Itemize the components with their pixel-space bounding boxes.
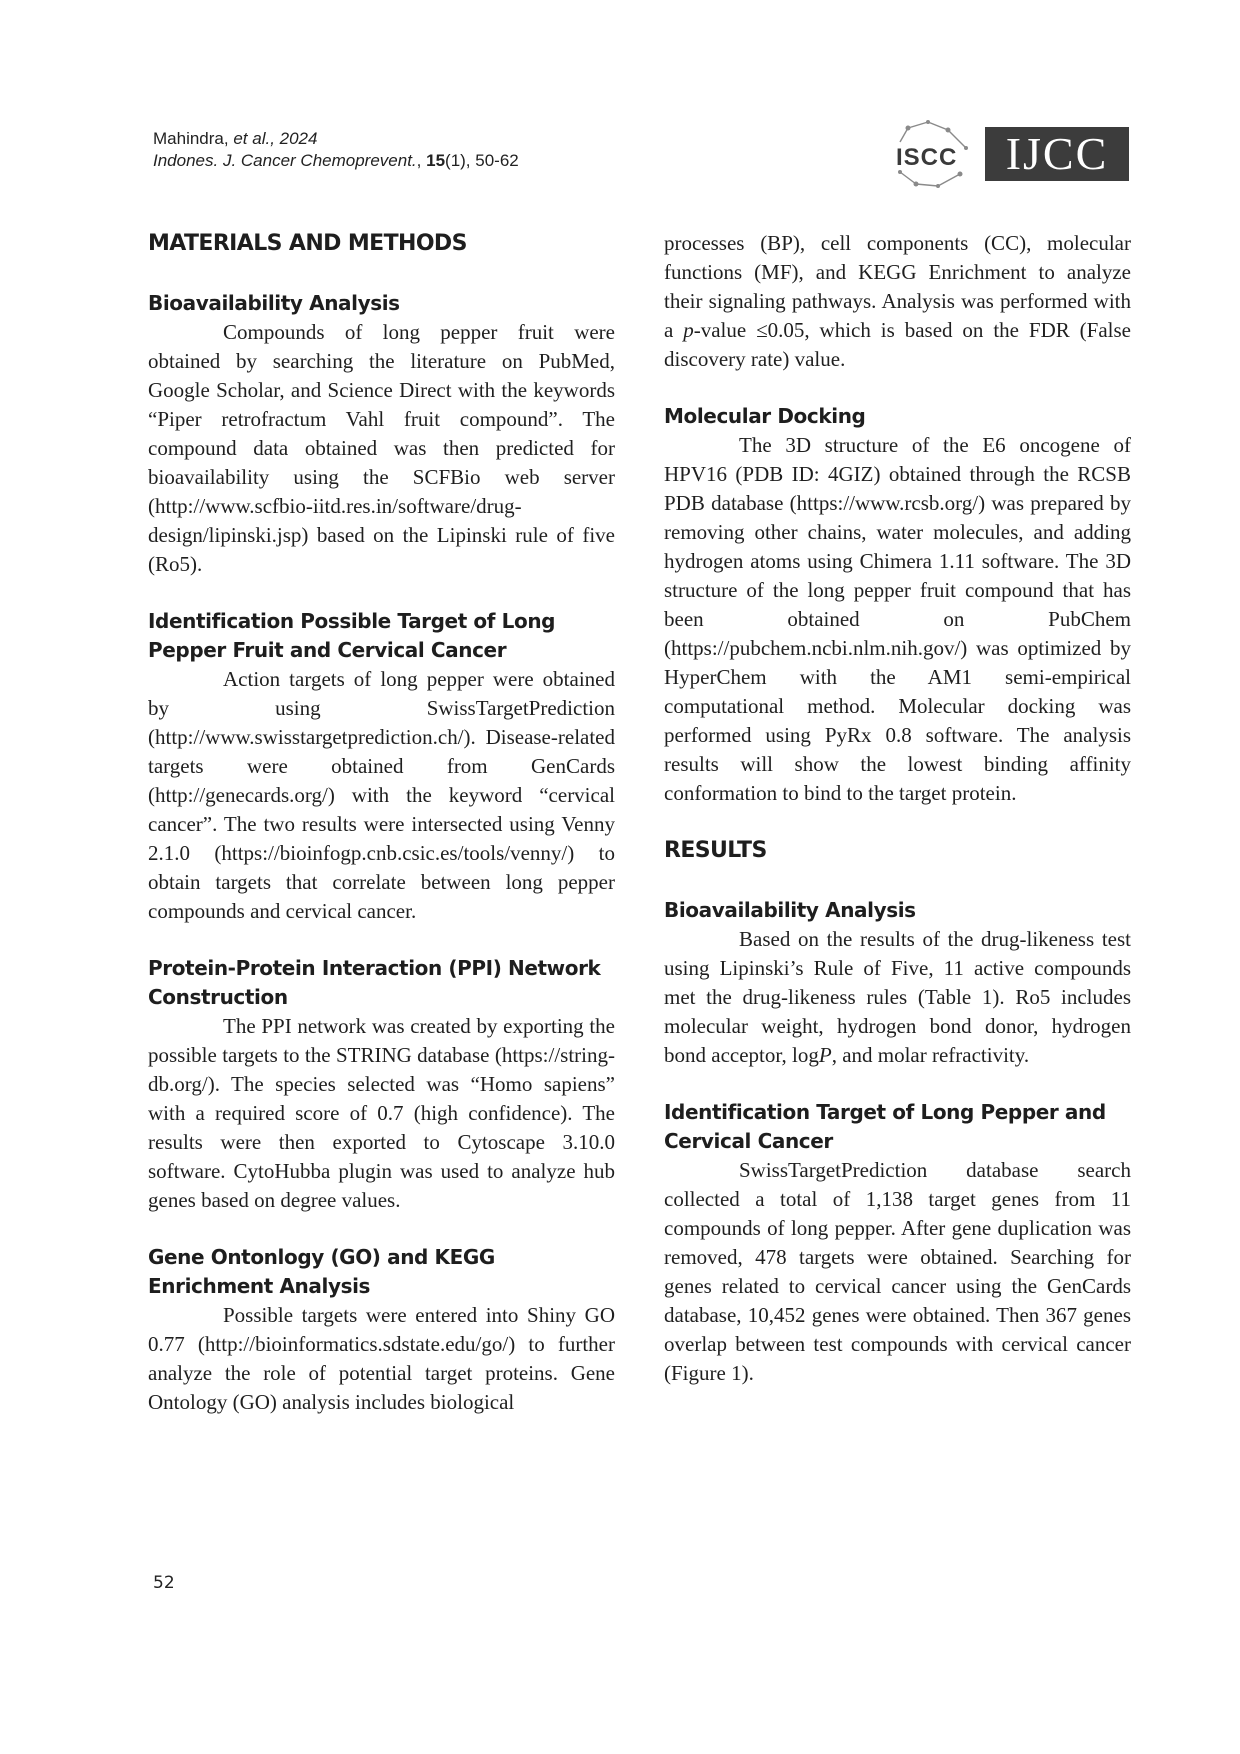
running-header: [153, 128, 519, 172]
subheading-ppi-network: Protein-Protein Interaction (PPI) Network Construction: [148, 956, 601, 1009]
authors: Mahindra,: [153, 129, 229, 148]
citation-line: [153, 128, 519, 150]
subheading-go-kegg: Gene Ontonlogy (GO) and KEGG Enrichment Analysis: [148, 1245, 495, 1298]
page-number: 52: [153, 1573, 175, 1593]
paragraph-results-bioavailability: Based on the results of the drug-likeness test using Lipinski’s Rule of Five, 11 active compounds met the drug-likeness rules (Table 1). Ro5 includes molecular weight, hydrogen bond donor, hydrogen bond acceptor, logP, and molar refractivity.: [664, 927, 1131, 1067]
paragraph-identification-possible-target: Action targets of long pepper were obtained by using SwissTargetPrediction (http://www.swisstargetprediction.ch/). Disease-related targets were obtained from GenCards (http://genecards.org/) with the keyword “cervical cancer”. The two results were intersected using Venny 2.1.0 (https://bioinfogp.cnb.csic.es/tools/venny/) to obtain targets that correlate between long pepper compounds and cervical cancer.: [148, 667, 615, 923]
subheading-molecular-docking: Molecular Docking: [664, 404, 866, 428]
iscc-logo: [888, 120, 984, 192]
right-column: [664, 229, 1131, 1388]
paragraph-molecular-docking: The 3D structure of the E6 oncogene of HPV16 (PDB ID: 4GIZ) obtained through the RCSB PDB database (https://www.rcsb.org/) was prepared by removing other chains, water molecules, and adding hydrogen atoms using Chimera 1.11 software. The 3D structure of the long pepper fruit compound that has been obtained on PubChem (https://pubchem.ncbi.nlm.nih.gov/) was optimized by HyperChem with the AM1 semi-empirical computational method. Molecular docking was performed using PyRx 0.8 software. The analysis results will show the lowest binding affinity conformation to bind to the target protein.: [664, 433, 1131, 805]
section-heading-results: RESULTS: [664, 838, 767, 863]
paragraph-go-kegg: Possible targets were entered into Shiny GO 0.77 (http://bioinformatics.sdstate.edu/go/) to further analyze the role of potential target proteins. Gene Ontology (GO) analysis includes biological: [148, 1303, 615, 1414]
iscc-wordmark: ISCC: [896, 144, 958, 171]
volume: 15: [426, 151, 446, 170]
left-column: [148, 229, 615, 1417]
subheading-results-bioavailability: Bioavailability Analysis: [664, 898, 916, 922]
journal-line: Indones. J. Cancer Chemoprevent., 15(1), 50-62: [153, 151, 519, 170]
journal-logo: [888, 120, 1130, 192]
ijcc-wordmark: IJCC: [985, 127, 1129, 181]
subheading-identification-possible-target: Identification Possible Target of Long Pepper Fruit and Cervical Cancer: [148, 609, 556, 662]
paragraph-ppi-network: The PPI network was created by exporting the possible targets to the STRING database (https://string-db.org/). The species selected was “Homo sapiens” with a required score of 0.7 (high confidence). The results were then exported to Cytoscape 3.10.0 software. CytoHubba plugin was used to analyze hub genes based on degree values.: [148, 1014, 615, 1212]
paragraph-go-kegg-continued: processes (BP), cell components (CC), molecular functions (MF), and KEGG Enrichment to analyze their signaling pathways. Analysis was performed with a p-value ≤0.05, which is based on the FDR (False discovery rate) value.: [664, 231, 1131, 371]
et-al-year: et al., 2024: [233, 129, 318, 148]
italic-p: p: [683, 318, 694, 342]
journal-name: Indones. J. Cancer Chemoprevent.: [153, 151, 417, 170]
issue-pages: (1), 50-62: [445, 151, 519, 170]
paragraph-results-identification-target: SwissTargetPrediction database search collected a total of 1,138 target genes from 11 compounds of long pepper. After gene duplication was removed, 478 targets were obtained. Searching for genes related to cervical cancer using the GenCards database, 10,452 genes were obtained. Then 367 genes overlap between test compounds with cervical cancer (Figure 1).: [664, 1158, 1131, 1385]
subheading-results-identification-target: Identification Target of Long Pepper and Cervical Cancer: [664, 1100, 1106, 1153]
section-heading-materials-methods: MATERIALS AND METHODS: [148, 231, 467, 256]
italic-P: P: [818, 1043, 832, 1067]
paragraph-bioavailability: Compounds of long pepper fruit were obtained by searching the literature on PubMed, Google Scholar, and Science Direct with the keywords “Piper retrofractum Vahl fruit compound”. The compound data obtained was then predicted for bioavailability using the SCFBio web server (http://www.scfbio-iitd.res.in/software/drug-design/lipinski.jsp) based on the Lipinski rule of five (Ro5).: [148, 320, 615, 576]
subheading-bioavailability: Bioavailability Analysis: [148, 291, 400, 315]
